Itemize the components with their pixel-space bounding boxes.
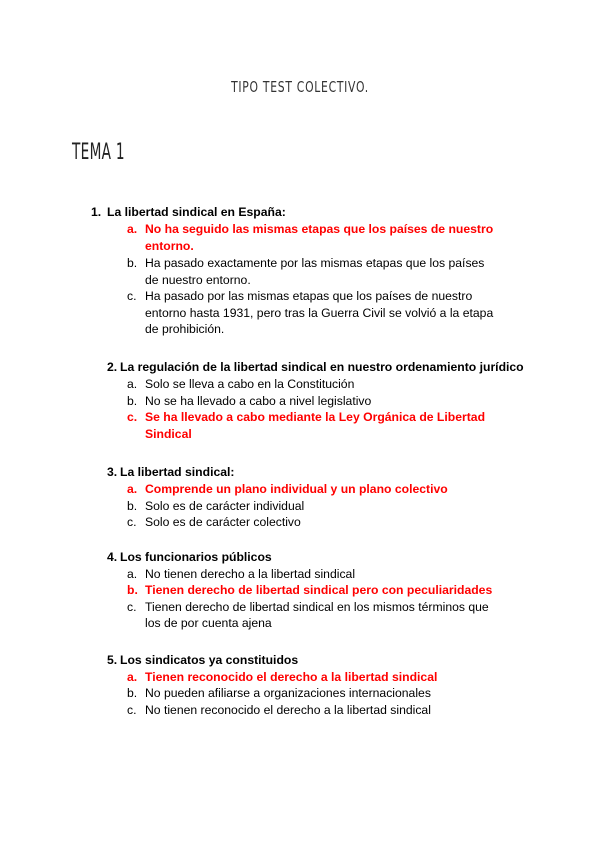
answer-option: [0, 702, 500, 719]
option-letter: b.: [127, 256, 138, 270]
question-text: La regulación de la libertad sindical en nuestro ordenamiento jurídico: [120, 360, 524, 374]
question-text: La libertad sindical en España:: [107, 205, 286, 219]
answer-option-correct: [0, 409, 500, 443]
option-letter: c.: [127, 289, 137, 303]
option-letter: a.: [127, 482, 138, 496]
answer-option: [0, 255, 500, 288]
option-text: No se ha llevado a cabo a nivel legislativo: [145, 393, 372, 408]
option-letter: b.: [127, 498, 138, 513]
answer-option-correct: [0, 221, 500, 255]
answer-option: [0, 498, 500, 515]
question-text: Los funcionarios públicos: [120, 549, 272, 564]
option-letter: a.: [127, 377, 138, 391]
option-letter: b.: [127, 583, 138, 597]
answer-option: [0, 685, 500, 702]
question-list: [0, 204, 600, 718]
option-text: No pueden afiliarse a organizaciones internacionales: [145, 686, 431, 700]
answer-option: [0, 376, 500, 393]
question-4: [0, 549, 600, 632]
option-letter: c.: [127, 515, 137, 529]
answer-option: [0, 599, 500, 632]
question-number: 2.: [107, 360, 118, 374]
option-text: No tienen reconocido el derecho a la libertad sindical: [145, 702, 431, 717]
option-letter: a.: [127, 222, 138, 236]
answer-option: [0, 566, 500, 583]
option-text: Solo es de carácter individual: [145, 498, 305, 513]
option-text: Tienen derecho de libertad sindical en los mismos términos que los de por cuenta ajena: [145, 599, 489, 630]
option-text: Tienen derecho de libertad sindical pero con peculiaridades: [145, 583, 493, 597]
question-text: Los sindicatos ya constituidos: [120, 652, 299, 667]
option-text: No ha seguido las mismas etapas que los países de nuestro entorno.: [145, 222, 494, 253]
option-letter: b.: [127, 393, 138, 408]
option-text: No tienen derecho a la libertad sindical: [145, 566, 356, 581]
option-letter: c.: [127, 702, 137, 717]
answer-option: [0, 393, 500, 410]
option-letter: c.: [127, 599, 137, 614]
question-1: [0, 204, 600, 338]
answer-option: [0, 288, 500, 338]
question-number: 4.: [107, 549, 118, 564]
option-text: Tienen reconocido el derecho a la libertad sindical: [145, 669, 438, 684]
question-number: 1.: [91, 205, 102, 219]
question-text: La libertad sindical:: [120, 465, 235, 479]
option-text: Comprende un plano individual y un plano colectivo: [145, 482, 448, 496]
option-text: Solo es de carácter colectivo: [145, 515, 301, 529]
question-5: [0, 652, 600, 719]
question-number: 5.: [107, 652, 118, 667]
option-letter: a.: [127, 669, 138, 684]
question-3: [0, 464, 600, 531]
answer-option-correct: [0, 481, 500, 498]
answer-option-correct: [0, 669, 500, 686]
option-text: Se ha llevado a cabo mediante la Ley Orgánica de Libertad Sindical: [145, 410, 486, 441]
option-text: Ha pasado por las mismas etapas que los países de nuestro entorno hasta 1931, pero tras la Guerra Civil se volvió a la etapa de prohibición.: [145, 289, 494, 336]
question-number: 3.: [107, 465, 118, 479]
question-2: [0, 359, 600, 443]
option-text: Ha pasado exactamente por las mismas etapas que los países de nuestro entorno.: [145, 256, 485, 287]
option-letter: c.: [127, 410, 138, 424]
option-letter: b.: [127, 686, 138, 700]
option-text: Solo se lleva a cabo en la Constitución: [145, 377, 355, 391]
answer-option-correct: [0, 582, 500, 599]
section-heading: TEMA 1: [72, 140, 125, 165]
answer-option: [0, 514, 500, 531]
document-title: TIPO TEST COLECTIVO.: [231, 78, 369, 96]
option-letter: a.: [127, 566, 138, 581]
